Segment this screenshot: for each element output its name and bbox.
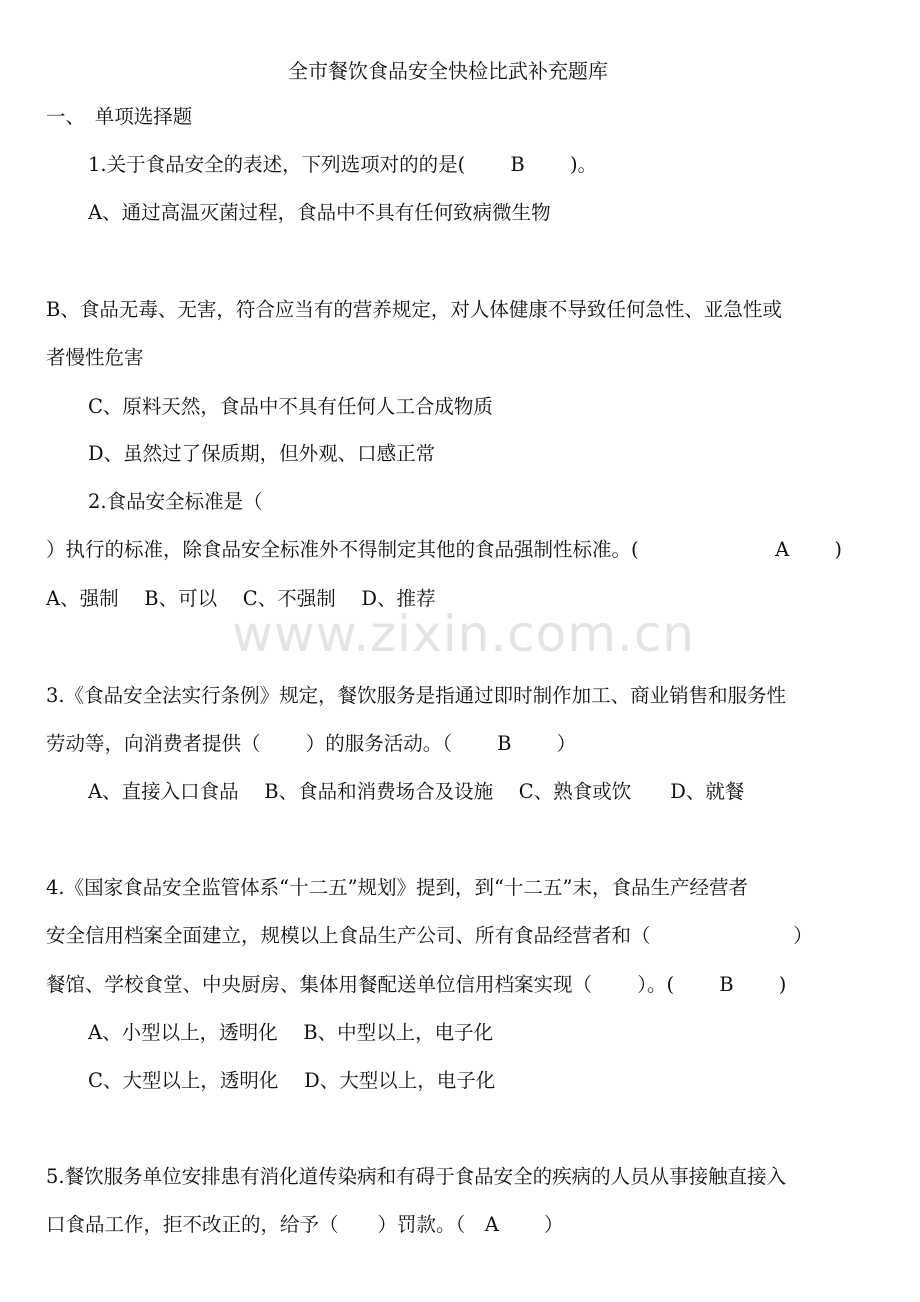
question-1-option-d: D、虽然过了保质期，但外观、口感正常 — [88, 442, 436, 465]
question-1-option-b-cont: 者慢性危害 — [46, 346, 144, 369]
question-3-options: A、直接入口食品 B、食品和消费场合及设施 C、熟食或饮 D、就餐 — [88, 780, 745, 803]
question-4-stem: 4.《国家食品安全监管体系“十二五”规划》提到，到“十二五”末，食品生产经营者 — [46, 876, 748, 899]
question-3-stem-cont: 劳动等，向消费者提供（ ）的服务活动。（ B ） — [46, 732, 577, 755]
question-1-option-b: B、食品无毒、无害，符合应当有的营养规定，对人体健康不导致任何急性、亚急性或 — [46, 298, 782, 321]
question-4-options-cd: C、大型以上，透明化 D、大型以上，电子化 — [88, 1069, 496, 1092]
question-4-stem-cont-2: 餐馆、学校食堂、中央厨房、集体用餐配送单位信用档案实现（ ）。( B ) — [46, 973, 787, 996]
question-2-stem: 2.食品安全标准是（ — [88, 490, 263, 513]
question-2-options: A、强制 B、可以 C、不强制 D、推荐 — [46, 587, 436, 610]
question-2-stem-cont: ）执行的标准，除食品安全标准外不得制定其他的食品强制性标准。( A ) — [46, 538, 842, 561]
question-4-stem-cont-1: 安全信用档案全面建立，规模以上食品生产公司、所有食品经营者和（ ） — [46, 924, 813, 947]
question-1-option-a: A、通过高温灭菌过程，食品中不具有任何致病微生物 — [88, 201, 551, 224]
question-1-stem: 1.关于食品安全的表述，下列选项对的的是( B )。 — [88, 153, 598, 176]
question-1-option-c: C、原料天然，食品中不具有任何人工合成物质 — [88, 395, 493, 418]
section-heading: 一、 单项选择题 — [46, 105, 193, 128]
document-title: 全市餐饮食品安全快检比武补充题库 — [288, 59, 608, 83]
question-4-options-ab: A、小型以上，透明化 B、中型以上，电子化 — [88, 1021, 494, 1044]
question-5-stem-cont: 口食品工作，拒不改正的，给予（ ）罚款。（ A ） — [46, 1213, 564, 1236]
question-5-stem: 5.餐饮服务单位安排患有消化道传染病和有碍于食品安全的疾病的人员从事接触直接入 — [46, 1165, 787, 1188]
watermark: www.zixin.com.cn — [232, 605, 696, 663]
question-3-stem: 3.《食品安全法实行条例》规定，餐饮服务是指通过即时制作加工、商业销售和服务性 — [46, 684, 787, 707]
